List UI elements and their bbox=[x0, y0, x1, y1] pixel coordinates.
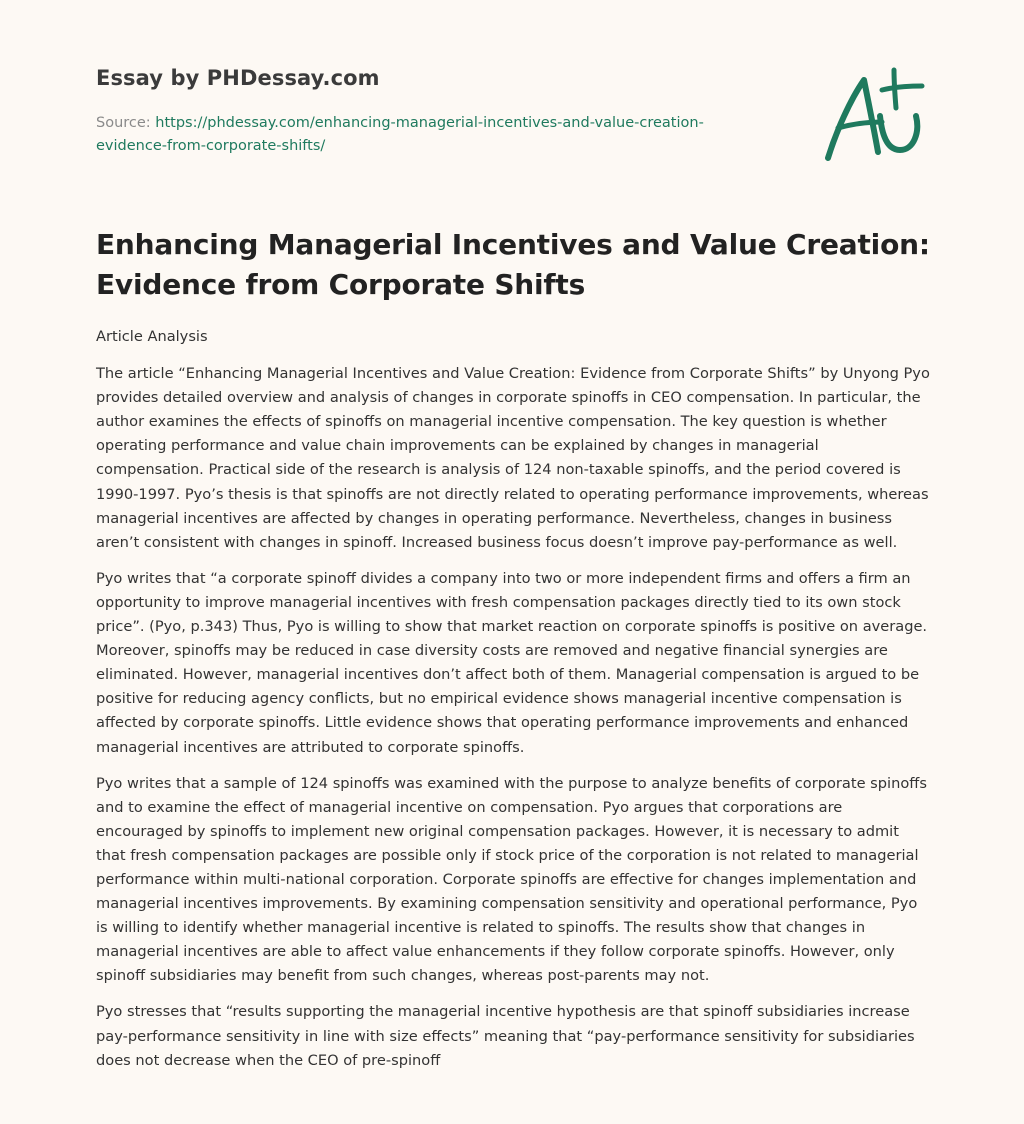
article-category: Article Analysis bbox=[96, 328, 208, 345]
source-label: Source: bbox=[96, 115, 156, 131]
source-link[interactable]: https://phdessay.com/enhancing-managerial-incentives-and-value-creation-evidence-from-corporate-shifts/ bbox=[96, 115, 704, 154]
essay-page bbox=[96, 0, 936, 1069]
article-paragraph: Pyo stresses that “results supporting the managerial incentive hypothesis are that spinoff subsidiaries increase pay-performance sensitivity in line with size effects” meaning that “pay-performance sensitivity for subsidiaries does not decrease when the CEO of pre-spinoff bbox=[96, 1003, 915, 1069]
article-title: Enhancing Managerial Incentives and Value Creation: Evidence from Corporate Shifts bbox=[96, 228, 930, 301]
article-paragraph: Pyo writes that “a corporate spinoff divides a company into two or more independent firms and offers a firm an opportunity to improve managerial incentives with fresh compensation packages directly tied to its own stock price”. (Pyo, p.343) Thus, Pyo is willing to show that market reaction on corporate spinoffs is positive on average. Moreover, spinoffs may be reduced in case diversity costs are removed and negative financial synergies are eliminated. However, managerial incentives don’t affect both of them. Managerial compensation is argued to be positive for reducing agency conflicts, but no empirical evidence shows managerial incentive compensation is affected by corporate spinoffs. Little evidence shows that operating performance improvements and enhanced managerial incentives are attributed to corporate spinoffs. bbox=[96, 569, 928, 756]
page-header bbox=[96, 0, 936, 190]
source-line bbox=[96, 112, 756, 158]
article-paragraph: The article “Enhancing Managerial Incentives and Value Creation: Evidence from Corporate Shifts” by Unyong Pyo provides detailed overview and analysis of changes in corporate spinoffs in CEO compensation. In particular, the author examines the effects of spinoffs on managerial incentive compensation. The key question is whether operating performance and value chain improvements can be explained by changes in managerial compensation. Practical side of the research is analysis of 124 non-taxable spinoffs, and the period covered is 1990-1997. Pyo’s thesis is that spinoffs are not directly related to operating performance improvements, whereas managerial incentives are affected by changes in operating performance. Nevertheless, changes in business aren’t consistent with changes in spinoff. Increased business focus doesn’t improve pay-performance as well. bbox=[96, 365, 930, 551]
a-plus-logo-icon bbox=[824, 66, 928, 166]
site-title: Essay by PHDessay.com bbox=[96, 66, 380, 90]
article-paragraph: Pyo writes that a sample of 124 spinoffs was examined with the purpose to analyze benefits of corporate spinoffs and to examine the effect of managerial incentive on compensation. Pyo argues that corporations are encouraged by spinoffs to implement new original compensation packages. However, it is necessary to admit that fresh compensation packages are possible only if stock price of the corporation is not related to managerial performance within multi-national corporation. Corporate spinoffs are effective for changes implementation and managerial incentives improvements. By examining compensation sensitivity and operational performance, Pyo is willing to identify whether managerial incentive is related to spinoffs. The results show that changes in managerial incentives are able to affect value enhancements if they follow corporate spinoffs. However, only spinoff subsidiaries may benefit from such changes, whereas post-parents may not. bbox=[96, 774, 927, 985]
article-body bbox=[96, 325, 931, 1085]
